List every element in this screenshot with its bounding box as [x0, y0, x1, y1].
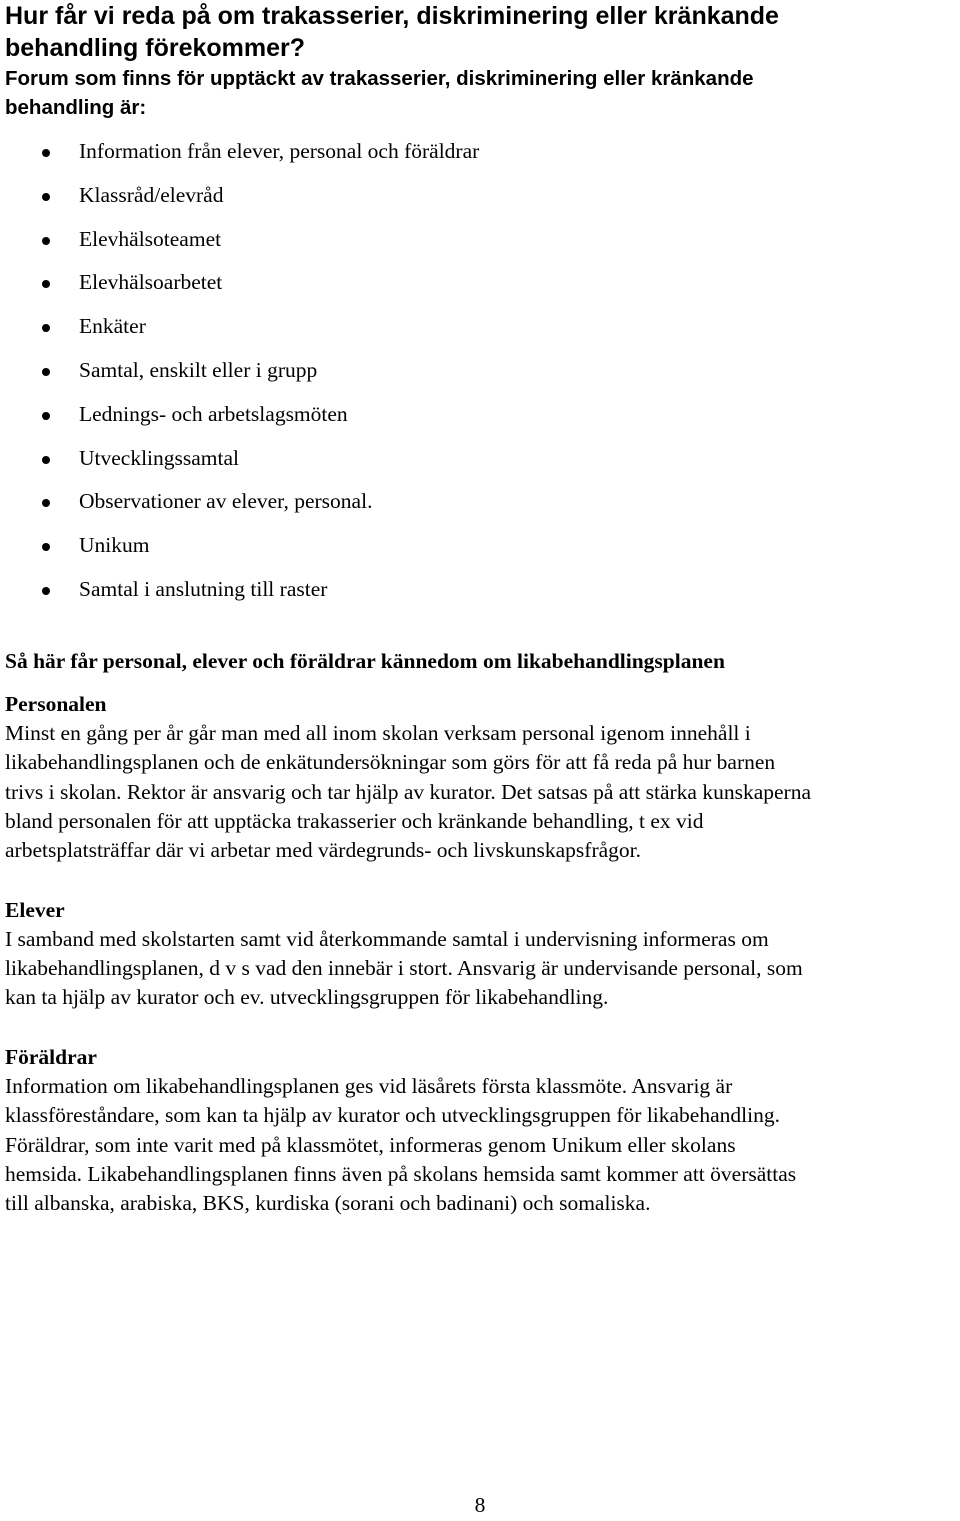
forum-list-item [5, 218, 955, 262]
bullet-icon [42, 193, 50, 201]
elever-section [5, 896, 955, 1013]
forum-list-item-text: Samtal, enskilt eller i grupp [79, 357, 318, 382]
main-heading-line-2: behandling förekommer? [5, 34, 306, 62]
bullet-icon [42, 237, 50, 245]
forum-list-item [5, 349, 955, 393]
personalen-line: bland personalen för att upptäcka trakasserier och kränkande behandling, t ex vid [5, 808, 704, 833]
forum-list-item-text: Observationer av elever, personal. [79, 489, 373, 514]
forum-heading [5, 64, 955, 122]
forum-list-item [5, 393, 955, 437]
elever-line: likabehandlingsplanen, d v s vad den innebär i stort. Ansvarig är undervisande personal, som [5, 956, 803, 981]
elever-title: Elever [5, 897, 65, 922]
forum-list-item-text: Unikum [79, 533, 150, 558]
personalen-line: likabehandlingsplanen och de enkätundersökningar som görs för att få reda på hur barnen [5, 750, 776, 775]
main-heading [5, 0, 955, 64]
forum-list-item-text: Utvecklingssamtal [79, 445, 240, 470]
document-page [5, 0, 955, 1219]
bullet-icon [42, 324, 50, 332]
foraldrar-line: hemsida. Likabehandlingsplanen finns även på skolans hemsida samt kommer att översättas [5, 1161, 797, 1186]
bullet-icon [42, 149, 50, 157]
forum-list-item [5, 305, 955, 349]
bullet-icon [42, 499, 50, 507]
bullet-icon [42, 280, 50, 288]
forum-list-item-text: Information från elever, personal och föräldrar [79, 139, 480, 163]
foraldrar-line: Föräldrar, som inte varit med på klassmötet, informeras genom Unikum eller skolans [5, 1132, 736, 1157]
personalen-line: trivs i skolan. Rektor är ansvarig och tar hjälp av kurator. Det satsas på att stärka kunskaperna [5, 779, 812, 804]
forum-list-item [5, 437, 955, 481]
forum-list-item [5, 261, 955, 305]
forum-list-item-text: Samtal i anslutning till raster [79, 576, 328, 601]
forum-list-item [5, 480, 955, 524]
forum-heading-line-1: Forum som finns för upptäckt av trakasserier, diskriminering eller kränkande [5, 67, 754, 90]
page-number: 8 [474, 1493, 486, 1517]
bullet-icon [42, 456, 50, 464]
main-heading-line-1: Hur får vi reda på om trakasserier, diskriminering eller kränkande [5, 2, 779, 30]
bullet-icon [42, 543, 50, 551]
forum-list-item-text: Lednings- och arbetslagsmöten [79, 401, 348, 426]
bullet-icon [42, 368, 50, 376]
foraldrar-line: till albanska, arabiska, BKS, kurdiska (sorani och badinani) och somaliska. [5, 1191, 651, 1216]
forum-list [5, 130, 955, 612]
foraldrar-section [5, 1043, 955, 1219]
personalen-line: Minst en gång per år går man med all inom skolan verksam personal igenom innehåll i [5, 721, 751, 746]
forum-list-item [5, 174, 955, 218]
forum-list-item [5, 130, 955, 174]
elever-line: kan ta hjälp av kurator och ev. utvecklingsgruppen för likabehandling. [5, 985, 609, 1010]
forum-list-item-text: Klassråd/elevråd [79, 182, 224, 207]
forum-list-item [5, 524, 955, 568]
personalen-section [5, 690, 955, 866]
bullet-icon [42, 412, 50, 420]
foraldrar-line: Information om likabehandlingsplanen ges vid läsårets första klassmöte. Ansvarig är [5, 1074, 733, 1099]
forum-list-item-text: Enkäter [79, 314, 146, 339]
personalen-line: arbetsplatsträffar där vi arbetar med värdegrunds- och livskunskapsfrågor. [5, 838, 642, 863]
bullet-icon [42, 587, 50, 595]
forum-list-item-text: Elevhälsoarbetet [79, 270, 223, 295]
foraldrar-line: klassföreståndare, som kan ta hjälp av kurator och utvecklingsgruppen för likabehandling. [5, 1103, 780, 1128]
forum-heading-line-2: behandling är: [5, 96, 147, 119]
forum-list-item [5, 568, 955, 612]
forum-list-item-text: Elevhälsoteamet [79, 226, 222, 251]
foraldrar-title: Föräldrar [5, 1044, 97, 1069]
elever-line: I samband med skolstarten samt vid återkommande samtal i undervisning informeras om [5, 926, 769, 951]
personalen-title: Personalen [5, 691, 107, 716]
section-title: Så här får personal, elever och föräldrar kännedom om likabehandlingsplanen [5, 648, 725, 673]
